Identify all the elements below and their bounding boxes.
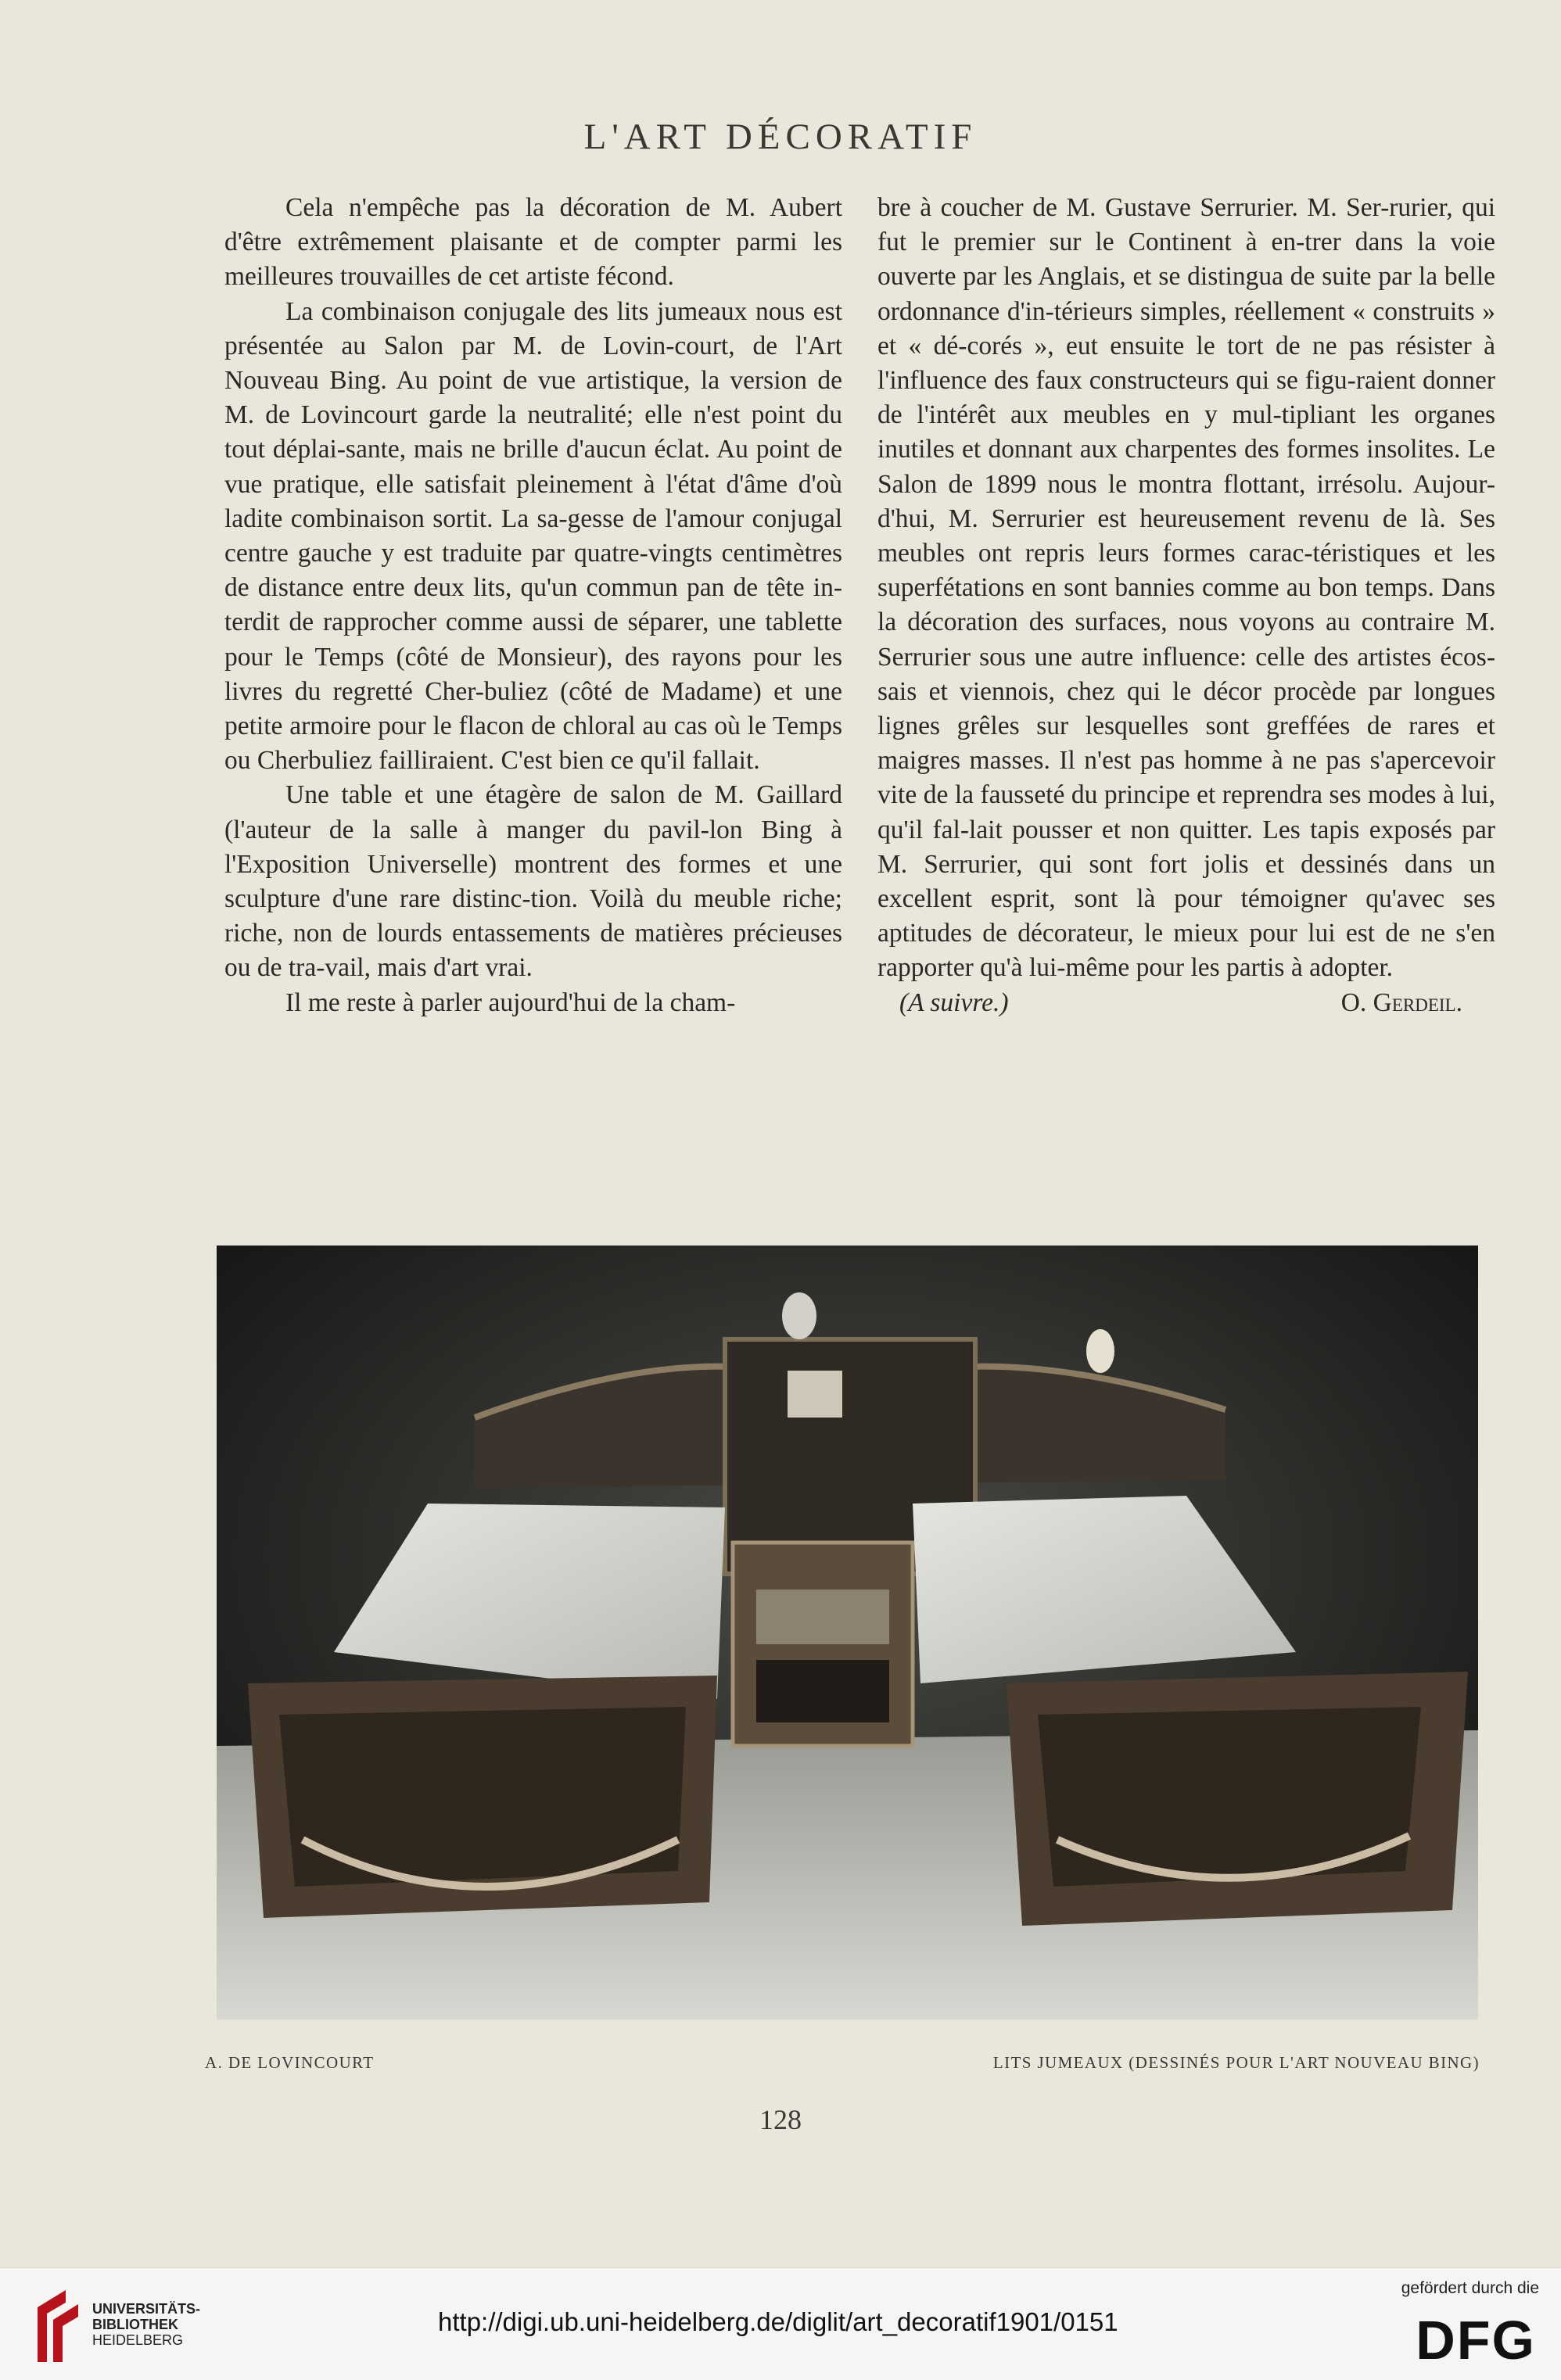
paragraph: La combinaison conjugale des lits jumeaux nous est présentée au Salon par M. de Lovin-court, de l'Art Nouveau Bing. Au point de vue artistique, la version de M. de Lovincourt garde la neutralité; elle n'est point du tout déplai-sante, mais ne brille d'aucun éclat. Au point de vue pratique, elle satisfait pleinement à l'état d'âme d'où ladite combinaison sortit. La sa-gesse de l'amour conjugal centre gauche y est traduite par quatre-vingts centimètres de distance entre deux lits, qu'un commun pan de tête in-terdit de rapprocher comme aussi de séparer, une tablette pour le Temps (côté de Monsieur), des rayons pour les livres du regretté Cher-buliez (côté de Madame) et une petite armoire pour le flacon de chloral au cas où le Temps ou Cherbuliez failliraient. C'est bien ce qu'il fallait. (224, 296, 842, 776)
paragraph: Cela n'empêche pas la décoration de M. Aubert d'être extrêmement plaisante et de compter parmi les meilleures trouvailles de cet artiste fécond. (224, 193, 842, 292)
paragraph: Il me reste à parler aujourd'hui de la cham- (285, 987, 736, 1017)
page-number: 128 (759, 2104, 802, 2135)
figure-caption-title: LITS JUMEAUX (DESSINÉS POUR L'ART NOUVEAU BING) (992, 2053, 1480, 2072)
library-line: UNIVERSITÄTS- (92, 2301, 201, 2317)
twin-beds-photograph (217, 1246, 1478, 2020)
left-text-column (224, 191, 842, 1020)
paragraph: bre à coucher de M. Gustave Serrurier. M. Ser-rurier, qui fut le premier sur le Continent à en-trer dans la voie ouverte par les Anglais, et se distingua de suite par la belle ordonnance d'in-térieurs simples, réellement « construits » et « dé-corés », eut ensuite le tort de ne pas résister à l'influence des faux constructeurs qui se figu-raient donner de l'intérêt aux meubles en y mul-tipliant les organes inutiles et donnant aux charpentes des formes insolites. Le Salon de 1899 nous le montra flottant, irrésolu. Aujour-d'hui, M. Serrurier est heureusement revenu de là. Ses meubles ont repris leurs formes carac-téristiques et les superfétations en sont bannies comme au bon temps. Dans la décoration des surfaces, nous voyons au contraire M. Serrurier sous une autre influence: celle des artistes écos-sais et viennois, chez qui le décor procède par longues lignes grêles sur lesquelles sont greffées de rares et maigres masses. Il n'est pas homme à ne pas s'apercevoir vite de la fausseté du principe et reprendra ses modes à lui, qu'il fal-lait pousser et non quitter. Les tapis exposés par M. Serrurier, qui sont fort jolis et dessinés dans un excellent esprit, sont là pour témoigner qu'avec ses aptitudes de décorateur, le mieux pour lui est de ne s'en rapporter qu'à lui-même pour les partis à adopter. (877, 193, 1495, 983)
author-name: O. Gerdeil. (1340, 987, 1462, 1017)
article-signature (877, 986, 1495, 1020)
right-text-column (877, 191, 1495, 1020)
funded-by-label: gefördert durch die (1401, 2279, 1539, 2297)
to-be-continued-note: (A suivre.) (899, 987, 1009, 1017)
source-url-link[interactable]: http://digi.ub.uni-heidelberg.de/diglit/art_decoratif1901/0151 (438, 2307, 1118, 2336)
paragraph: Une table et une étagère de salon de M. Gaillard (l'auteur de la salle à manger du pavil-lon Bing à l'Exposition Universelle) montrent des formes et une sculpture d'une rare distinc-tion. Voilà du meuble riche; riche, non de lourds entassements de matières précieuses ou de tra-vail, mais d'art vrai. (224, 780, 842, 983)
digitization-footer (0, 2267, 1561, 2380)
library-line: HEIDELBERG (92, 2332, 184, 2348)
dfg-logo: DFG (1416, 2310, 1536, 2371)
running-header: L'ART DÉCORATIF (583, 116, 978, 157)
library-line: BIBLIOTHEK (92, 2317, 178, 2332)
twin-beds-illustration (217, 1246, 1478, 2020)
university-library-logo-icon (31, 2284, 88, 2368)
library-name (92, 2301, 200, 2348)
figure-caption-designer: A. DE LOVINCOURT (205, 2053, 375, 2072)
